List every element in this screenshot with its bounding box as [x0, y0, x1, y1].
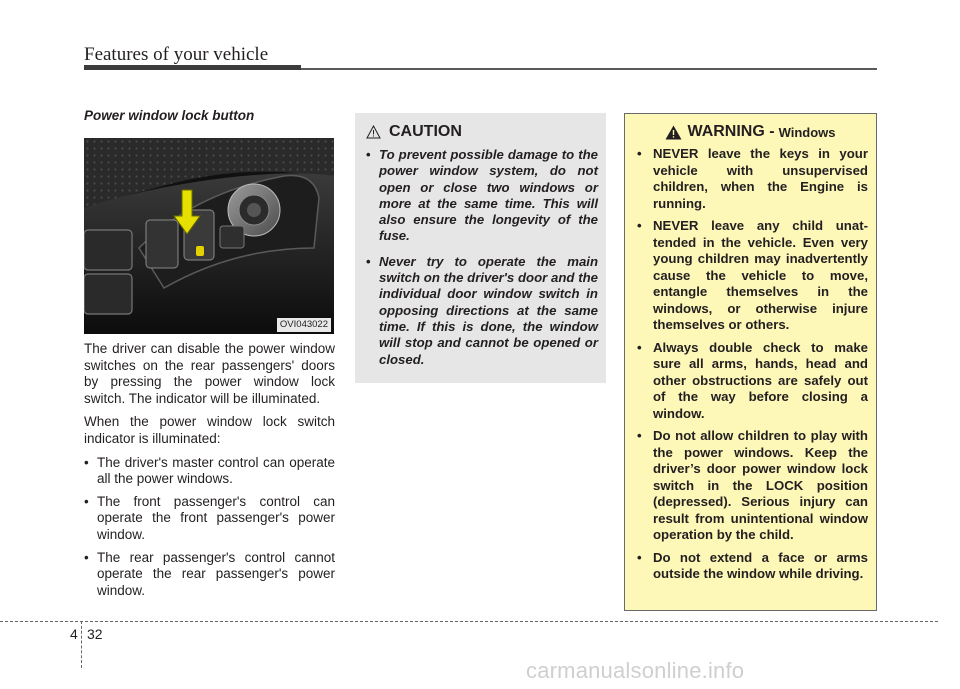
- warning-subtitle: Windows: [778, 124, 836, 140]
- page-number: 32: [87, 626, 103, 642]
- warning-item: • Do not extend a face or arms outside the window while driving.: [633, 550, 868, 583]
- warning-item: • NEVER leave the keys in your vehicle with unsupervised children, when the Engine is running.: [633, 146, 868, 212]
- caution-list: [363, 147, 598, 368]
- caution-title: CAUTION: [389, 123, 462, 140]
- header-rule-thick: [84, 65, 301, 70]
- section-title: Power window lock button: [84, 108, 255, 123]
- warning-item: • NEVER leave any child unattended in the vehicle. Even very young children may inadvertently cause the vehicle to move, entangle themselves in the windows, or otherwise injure themselves or others.: [633, 218, 868, 334]
- list-item: • The driver's master control can operate all the power windows.: [84, 455, 335, 488]
- body-text: [84, 341, 335, 599]
- left-column: [84, 108, 335, 605]
- list-item: • The front passenger's control can operate the front passenger's power window.: [84, 494, 335, 544]
- photo-caption: OVI043022: [277, 318, 331, 332]
- door-panel-illustration: [84, 138, 334, 334]
- warning-heading: [633, 123, 868, 141]
- list-item: • The rear passenger's control cannot operate the rear passenger's power window.: [84, 550, 335, 600]
- caution-heading: [366, 123, 598, 141]
- watermark: carmanualsonline.info: [526, 658, 745, 683]
- caution-item: • Never try to operate the main switch on the driver's door and the individual door window switch in opposing directions at the same time. If this is done, the window will stop and cannot be opened or closed.: [363, 254, 598, 368]
- warning-item: • Do not allow children to play with the power windows. Keep the driver’s door power window lock switch in the LOCK position (depressed). Serious injury can result from unintentional window operation by the child.: [633, 428, 868, 544]
- footer-divider: [81, 621, 82, 668]
- footer-rule: [0, 621, 938, 622]
- paragraph: The driver can disable the power window switches on the rear passengers' doors by pressing the power window lock switch. The indicator will be illuminated.: [84, 341, 335, 406]
- lock-effects-list: [84, 455, 335, 600]
- caution-box: [355, 113, 606, 383]
- chapter-number: 4: [70, 626, 78, 642]
- warning-item: • Always double check to make sure all arms, hands, head and other obstructions are safely out of the way before closing a window.: [633, 340, 868, 423]
- caution-triangle-icon: [366, 125, 381, 139]
- warning-list: [633, 146, 868, 583]
- warning-title: WARNING -: [687, 123, 775, 140]
- caution-item: • To prevent possible damage to the power window system, do not open or close two windows or more at the same time. This will also ensure the longevity of the fuse.: [363, 147, 598, 245]
- page-header-title: Features of your vehicle: [84, 44, 269, 65]
- window-switch-photo: [84, 138, 334, 334]
- warning-triangle-icon: [665, 125, 682, 140]
- header-rule-thin: [301, 68, 877, 70]
- paragraph: When the power window lock switch indicator is illuminated:: [84, 414, 335, 446]
- warning-box: [624, 113, 877, 611]
